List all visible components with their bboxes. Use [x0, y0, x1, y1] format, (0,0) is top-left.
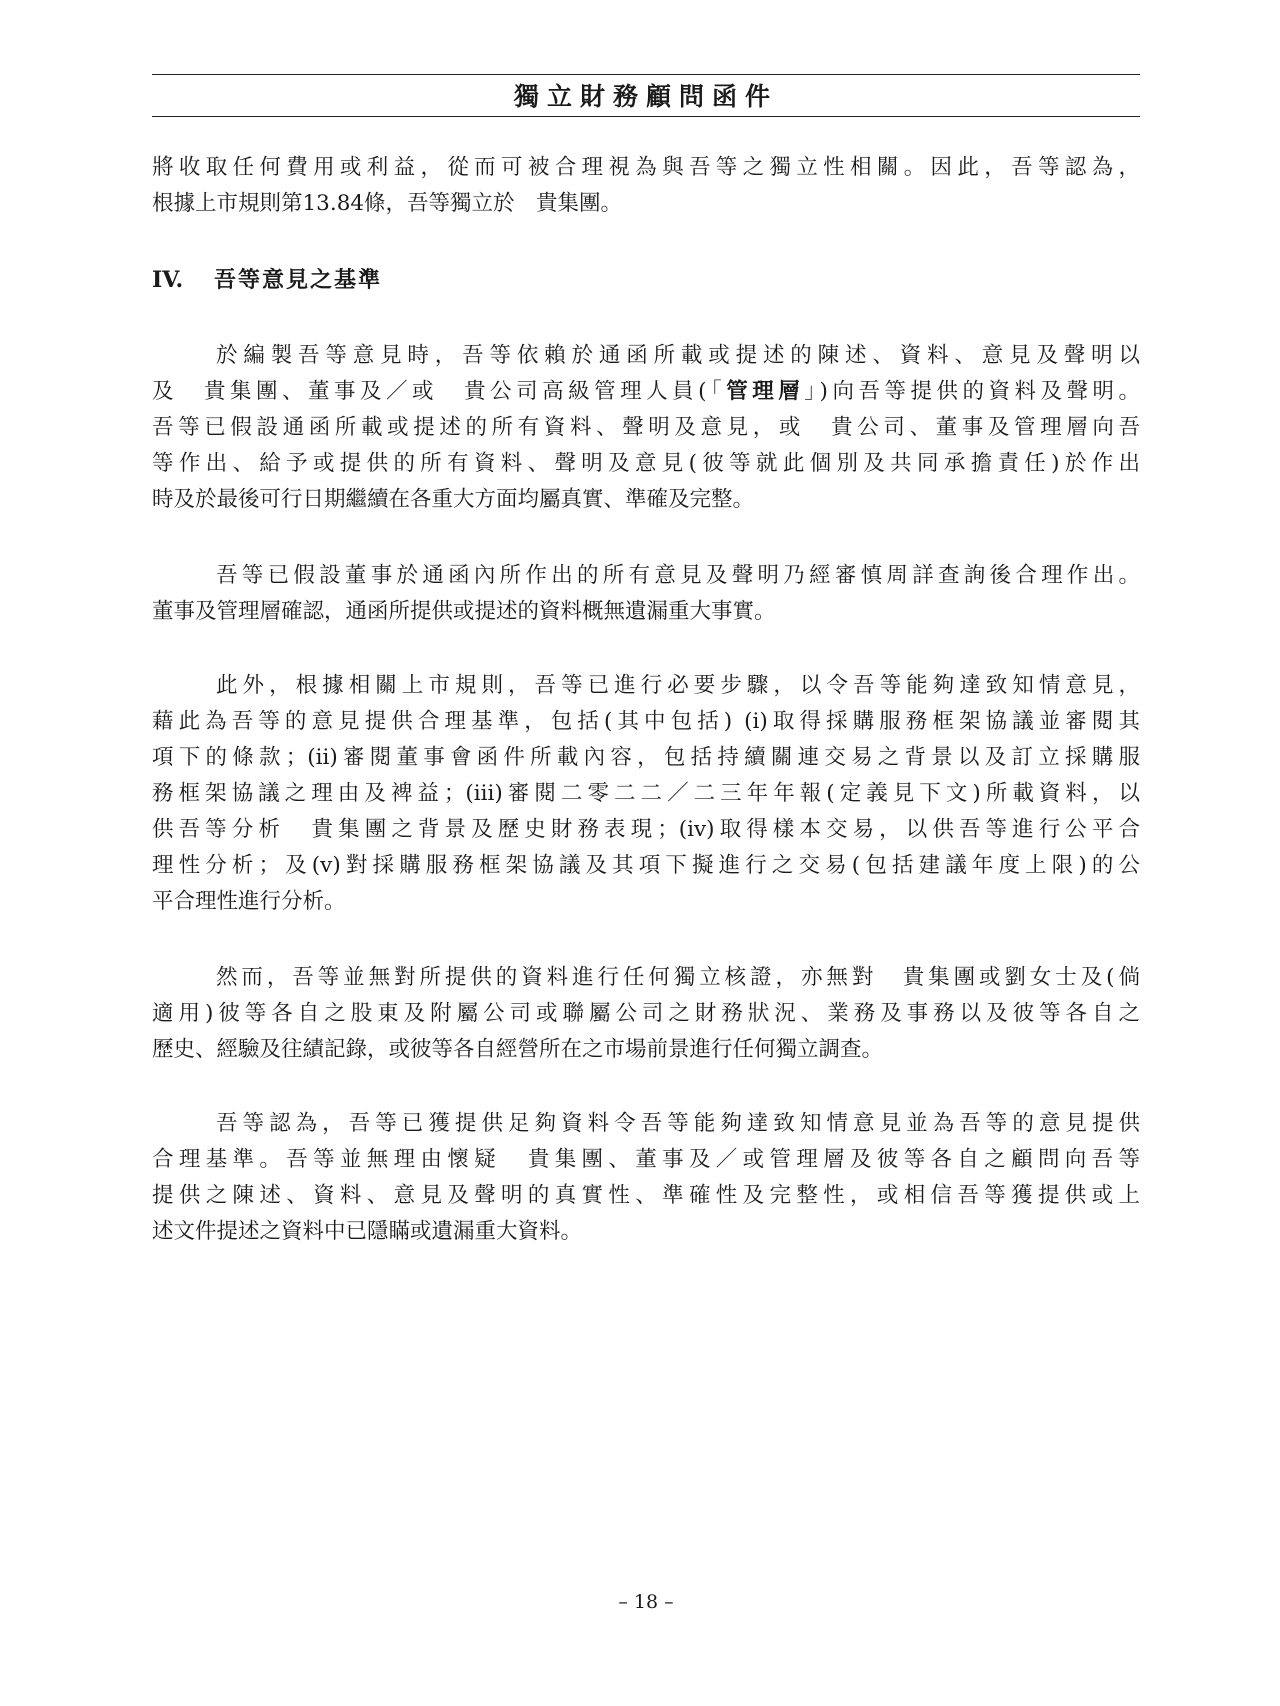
paragraph-3: [152, 668, 1140, 920]
paragraph-line: 適用)彼等各自之股東及附屬公司或聯屬公司之財務狀況、業務及事務以及彼等各自之: [152, 1001, 1140, 1026]
paragraph-line: 吾等已假設通函所載或提述的所有資料、聲明及意見，或 貴公司、董事及管理層向吾: [152, 415, 1140, 440]
paragraph-line: 等作出、給予或提供的所有資料、聲明及意見(彼等就此個別及共同承擔責任)於作出: [152, 451, 1140, 476]
paragraph-1: [152, 338, 1140, 518]
paragraph-line: 歷史、經驗及往績記錄，或彼等各自經營所在之市場前景進行任何獨立調查。: [152, 1037, 884, 1062]
paragraph-line: 吾等已假設董事於通函內所作出的所有意見及聲明乃經審慎周詳查詢後合理作出。: [216, 563, 1140, 588]
paragraph-line: 提供之陳述、資料、意見及聲明的真實性、準確性及完整性，或相信吾等獲提供或上: [152, 1183, 1140, 1208]
header-bottom-rule: [152, 116, 1140, 117]
paragraph-line: 時及於最後可行日期繼續在各重大方面均屬真實、準確及完整。: [152, 487, 755, 512]
paragraph-line: 吾等認為，吾等已獲提供足夠資料令吾等能夠達致知情意見並為吾等的意見提供: [216, 1111, 1140, 1136]
paragraph-line: 然而，吾等並無對所提供的資料進行任何獨立核證，亦無對 貴集團或劉女士及(倘: [216, 965, 1140, 990]
page-number: – 18 –: [618, 1591, 674, 1613]
paragraph-line: 供吾等分析 貴集團之背景及歷史財務表現；(iv)取得樣本交易，以供吾等進行公平合: [152, 817, 1140, 842]
paragraph-4: [152, 960, 1140, 1068]
page-header-title: 獨立財務顧問函件: [513, 82, 778, 111]
paragraph-line: 項下的條款；(ii)審閱董事會函件所載內容，包括持續關連交易之背景以及訂立採購服: [152, 745, 1140, 770]
paragraph-line: 述文件提述之資料中已隱瞞或遺漏重大資料。: [152, 1219, 583, 1244]
header-top-rule: [152, 74, 1140, 75]
paragraph-line: 將收取任何費用或利益，從而可被合理視為與吾等之獨立性相關。因此，吾等認為，: [152, 155, 1140, 180]
intro-paragraph: [152, 150, 1140, 222]
paragraph-line: 藉此為吾等的意見提供合理基準，包括(其中包括) (i)取得採購服務框架協議並審閱其: [152, 709, 1140, 734]
defined-term: 管理層: [726, 379, 805, 404]
paragraph-line: 理性分析；及(v)對採購服務框架協議及其項下擬進行之交易(包括建議年度上限)的公: [152, 853, 1140, 878]
paragraph-line: 合理基準。吾等並無理由懷疑 貴集團、董事及／或管理層及彼等各自之顧問向吾等: [152, 1147, 1140, 1172]
section-number: IV.: [152, 267, 184, 293]
paragraph-line: 平合理性進行分析。: [152, 889, 346, 914]
paragraph-line: 董事及管理層確認，通函所提供或提述的資料概無遺漏重大事實。: [152, 599, 776, 624]
paragraph-line: 此外，根據相關上市規則，吾等已進行必要步驟，以令吾等能夠達致知情意見，: [216, 673, 1140, 698]
section-heading: [152, 262, 382, 299]
paragraph-5: [152, 1106, 1140, 1250]
text-segment: 及 貴集團、董事及／或 貴公司高級管理人員(「: [152, 379, 727, 404]
paragraph-line: [152, 374, 1140, 410]
section-title: 吾等意見之基準: [214, 268, 383, 293]
paragraph-2: [152, 558, 1140, 630]
text-segment: 」)向吾等提供的資料及聲明。: [804, 379, 1141, 404]
paragraph-line: 根據上市規則第13.84條，吾等獨立於 貴集團。: [152, 191, 623, 216]
paragraph-line: 於編製吾等意見時，吾等依賴於通函所載或提述的陳述、資料、意見及聲明以: [216, 343, 1140, 368]
paragraph-line: 務框架協議之理由及裨益；(iii)審閱二零二二／二三年年報(定義見下文)所載資料，以: [152, 781, 1140, 806]
